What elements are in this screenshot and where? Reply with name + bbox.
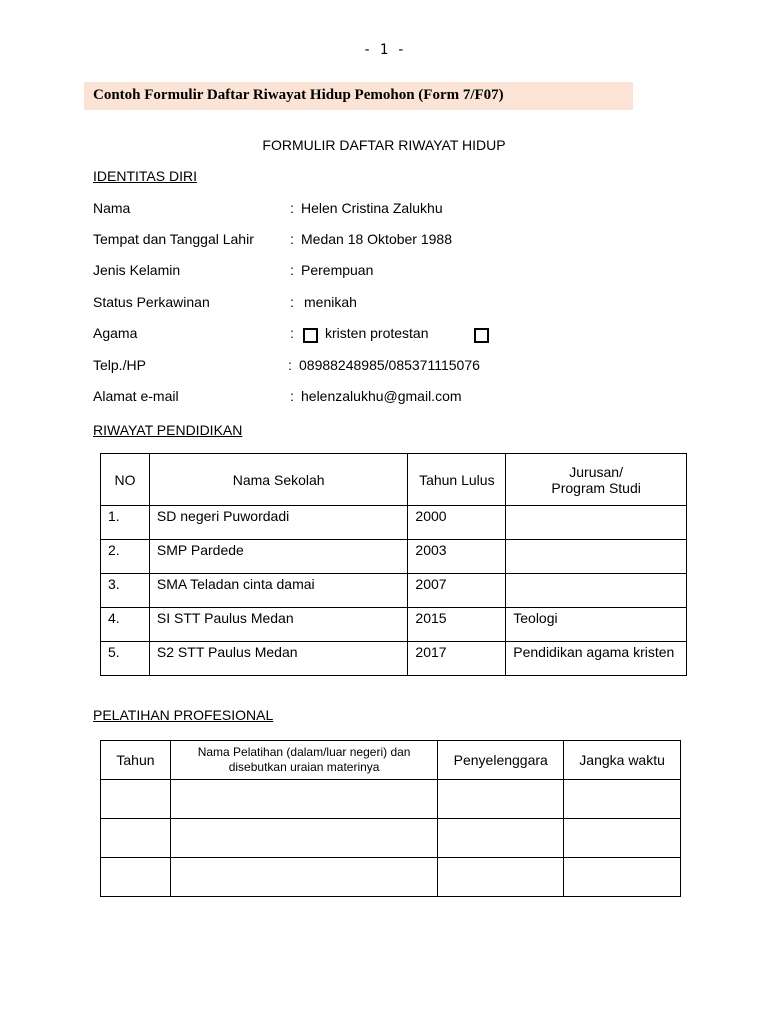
- cell-school: SI STT Paulus Medan: [149, 608, 408, 642]
- training-table: [100, 740, 681, 897]
- field-colon: :: [290, 231, 294, 247]
- cell-empty[interactable]: [438, 819, 564, 858]
- cell-year: 2003: [408, 540, 506, 574]
- form-title: FORMULIR DAFTAR RIWAYAT HIDUP: [262, 137, 506, 153]
- header-organizer: Penyelenggara: [438, 741, 564, 780]
- cell-no: 2.: [101, 540, 150, 574]
- cell-empty[interactable]: [170, 819, 437, 858]
- header-year: Tahun Lulus: [408, 454, 506, 506]
- cell-empty[interactable]: [564, 858, 681, 897]
- cell-no: 1.: [101, 506, 150, 540]
- checkbox-religion-2[interactable]: [474, 328, 489, 343]
- field-label-nama: Nama: [93, 200, 131, 216]
- table-row: [101, 608, 687, 642]
- field-label-gender: Jenis Kelamin: [93, 262, 181, 278]
- page-number: - 1 -: [362, 42, 406, 58]
- table-row: [101, 780, 681, 819]
- header-training-year: Tahun: [101, 741, 171, 780]
- checkbox-religion-1[interactable]: [303, 328, 318, 343]
- field-colon: :: [290, 388, 294, 404]
- table-row: [101, 819, 681, 858]
- cell-empty[interactable]: [101, 858, 171, 897]
- field-colon: :: [290, 262, 294, 278]
- cell-empty[interactable]: [564, 780, 681, 819]
- field-colon: :: [290, 325, 294, 341]
- field-value-phone: 08988248985/085371115076: [299, 357, 480, 373]
- cell-empty[interactable]: [170, 858, 437, 897]
- education-table: [100, 453, 687, 676]
- cell-major: Pendidikan agama kristen: [506, 642, 687, 676]
- cell-empty[interactable]: [438, 858, 564, 897]
- training-heading: PELATIHAN PROFESIONAL: [93, 707, 274, 723]
- field-colon: :: [288, 357, 292, 373]
- header-no: NO: [101, 454, 150, 506]
- identity-heading: IDENTITAS DIRI: [93, 168, 197, 184]
- field-label-ttl: Tempat dan Tanggal Lahir: [93, 231, 254, 247]
- cell-school: SMA Teladan cinta damai: [149, 574, 408, 608]
- education-header-row: [101, 454, 687, 506]
- header-title: Contoh Formulir Daftar Riwayat Hidup Pemohon (Form 7/F07): [93, 87, 504, 103]
- field-value-email: helenzalukhu@gmail.com: [301, 388, 462, 404]
- header-major-line2: Program Studi: [551, 479, 641, 496]
- cell-year: 2017: [408, 642, 506, 676]
- cell-no: 5.: [101, 642, 150, 676]
- cell-empty[interactable]: [564, 819, 681, 858]
- cell-no: 4.: [101, 608, 150, 642]
- field-value-ttl: Medan 18 Oktober 1988: [301, 231, 452, 247]
- table-row: [101, 574, 687, 608]
- cell-major: [506, 540, 687, 574]
- cell-empty[interactable]: [170, 780, 437, 819]
- cell-school: SMP Pardede: [149, 540, 408, 574]
- field-label-religion: Agama: [93, 325, 138, 341]
- cell-major: [506, 574, 687, 608]
- header-duration: Jangka waktu: [564, 741, 681, 780]
- table-row: [101, 506, 687, 540]
- header-training-name: [170, 741, 437, 780]
- header-major-line1: Jurusan/: [569, 463, 623, 480]
- table-row: [101, 642, 687, 676]
- training-header-row: [101, 741, 681, 780]
- field-value-marital: menikah: [304, 294, 357, 310]
- header-major: [506, 454, 687, 506]
- table-row: [101, 858, 681, 897]
- field-label-marital: Status Perkawinan: [93, 294, 210, 310]
- field-value-nama: Helen Cristina Zalukhu: [301, 200, 443, 216]
- cell-major: [506, 506, 687, 540]
- field-label-email: Alamat e-mail: [93, 388, 179, 404]
- cell-empty[interactable]: [438, 780, 564, 819]
- field-colon: :: [290, 200, 294, 216]
- header-training-name-line2: disebutkan uraian materinya: [228, 760, 380, 774]
- cell-no: 3.: [101, 574, 150, 608]
- field-colon: :: [290, 294, 294, 310]
- cell-major: Teologi: [506, 608, 687, 642]
- cell-empty[interactable]: [101, 819, 171, 858]
- cell-school: SD negeri Puwordadi: [149, 506, 408, 540]
- table-row: [101, 540, 687, 574]
- cell-year: 2007: [408, 574, 506, 608]
- header-training-name-line1: Nama Pelatihan (dalam/luar negeri) dan: [197, 745, 411, 759]
- cell-school: S2 STT Paulus Medan: [149, 642, 408, 676]
- cell-year: 2015: [408, 608, 506, 642]
- header-title-bar: [84, 82, 633, 110]
- education-heading: RIWAYAT PENDIDIKAN: [93, 422, 243, 438]
- field-value-religion: kristen protestan: [325, 325, 429, 341]
- field-value-gender: Perempuan: [301, 262, 374, 278]
- cell-empty[interactable]: [101, 780, 171, 819]
- field-label-phone: Telp./HP: [93, 357, 146, 373]
- cell-year: 2000: [408, 506, 506, 540]
- header-school: Nama Sekolah: [149, 454, 408, 506]
